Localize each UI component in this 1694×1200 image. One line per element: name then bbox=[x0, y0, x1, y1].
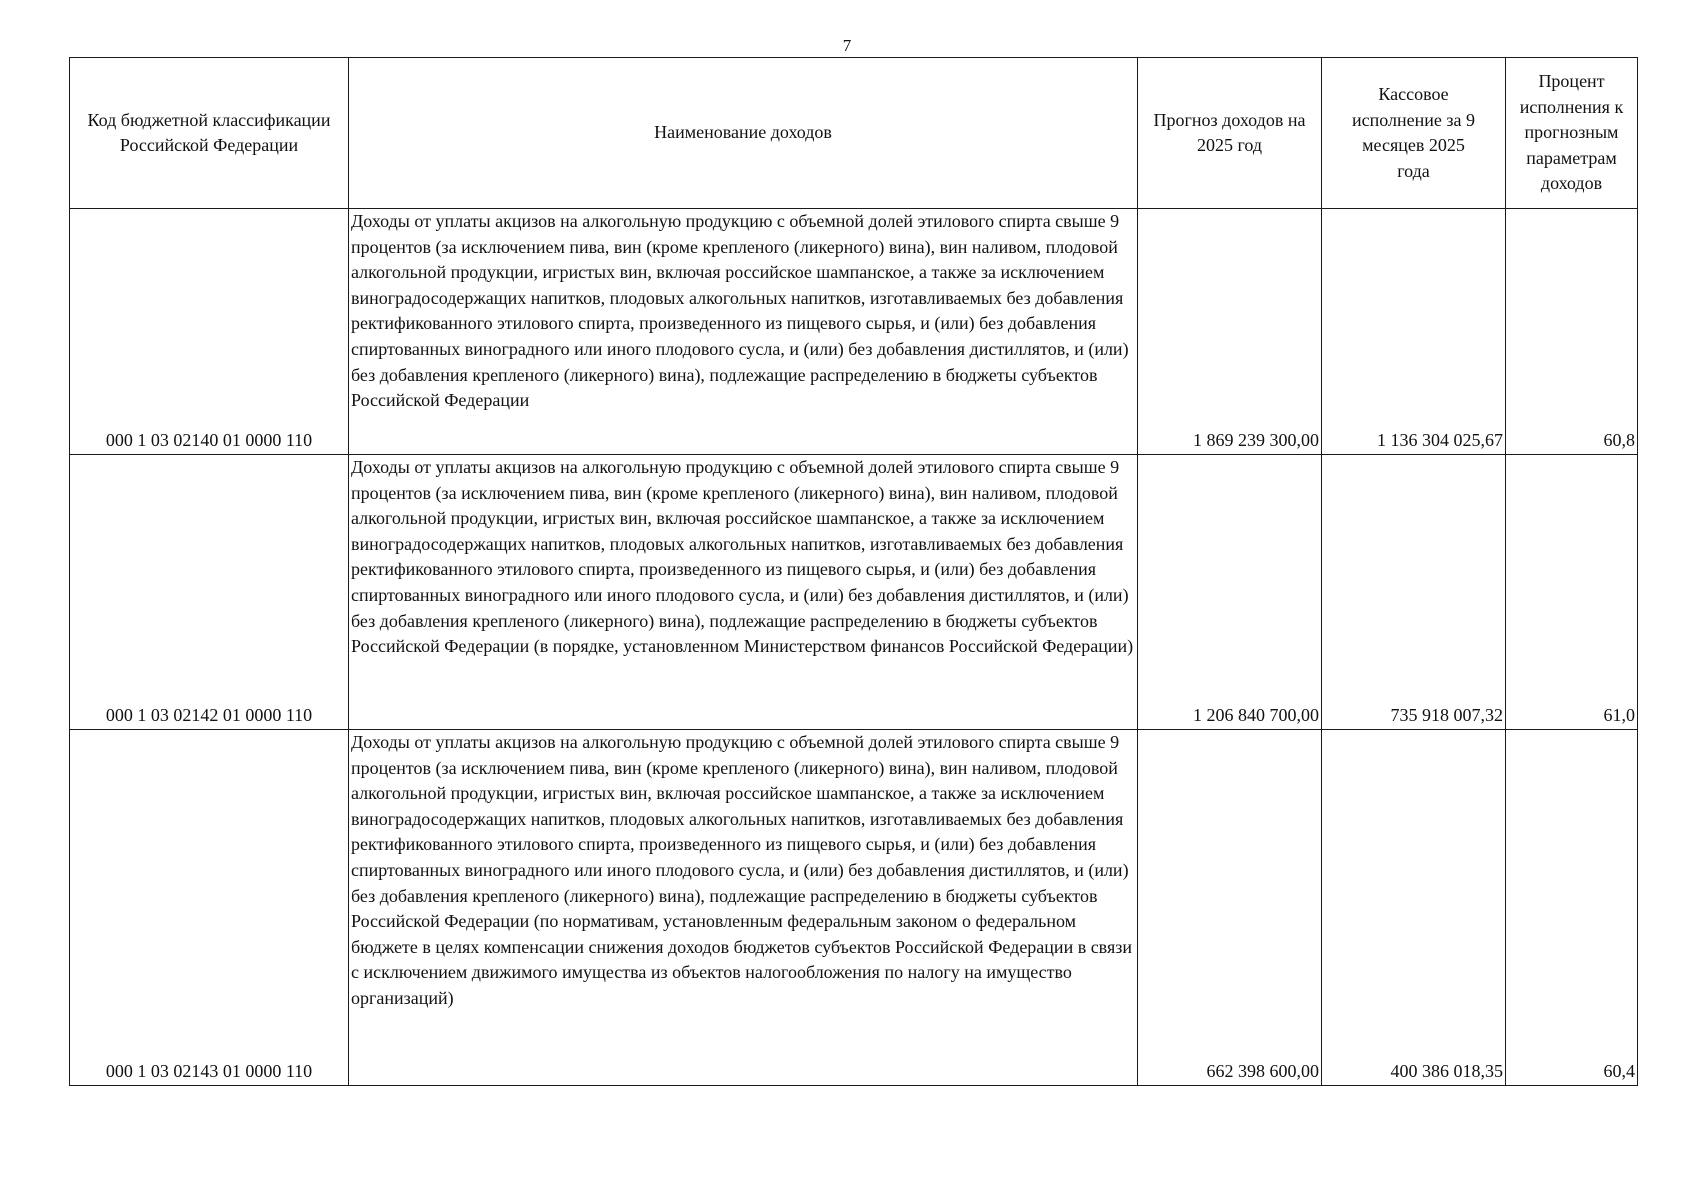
row-name: Доходы от уплаты акцизов на алкогольную продукцию с объемной долей этилового спирта свыше 9 процентов (за исключением пива, вин (кроме крепленого (ликерного) вина), вин наливом, плодовой алкогольной продукции, игристых вин, включая российское шампанское, а также за исключением виноградосодержащих напитков, плодовых алкогольных напитков, изготавливаемых без добавления ректификованного этилового спирта, произведенного из пищевого сырья, и (или) без добавления спиртованных виноградного или иного плодового сусла, и (или) без добавления дистиллятов, и (или) без добавления крепленого (ликерного) вина), подлежащие распределению в бюджеты субъектов Российской Федерации (в порядке, установленном Министерством финансов Российской Федерации) bbox=[349, 455, 1138, 730]
row-execution: 400 386 018,35 bbox=[1322, 730, 1506, 1086]
row-percent: 60,8 bbox=[1506, 209, 1638, 455]
row-execution: 1 136 304 025,67 bbox=[1322, 209, 1506, 455]
row-code: 000 1 03 02143 01 0000 110 bbox=[70, 730, 349, 1086]
header-code: Код бюджетной классификации Российской Федерации bbox=[70, 58, 349, 209]
row-code: 000 1 03 02140 01 0000 110 bbox=[70, 209, 349, 455]
table-row bbox=[70, 209, 1638, 455]
table-row bbox=[70, 455, 1638, 730]
table-header-row bbox=[70, 58, 1638, 209]
row-forecast: 1 206 840 700,00 bbox=[1138, 455, 1322, 730]
row-code: 000 1 03 02142 01 0000 110 bbox=[70, 455, 349, 730]
header-percent: Процент исполнения к прогнозным параметрам доходов bbox=[1506, 58, 1638, 209]
row-name: Доходы от уплаты акцизов на алкогольную продукцию с объемной долей этилового спирта свыше 9 процентов (за исключением пива, вин (кроме крепленого (ликерного) вина), вин наливом, плодовой алкогольной продукции, игристых вин, включая российское шампанское, а также за исключением виноградосодержащих напитков, плодовых алкогольных напитков, изготавливаемых без добавления ректификованного этилового спирта, произведенного из пищевого сырья, и (или) без добавления спиртованных виноградного или иного плодового сусла, и (или) без добавления дистиллятов, и (или) без добавления крепленого (ликерного) вина), подлежащие распределению в бюджеты субъектов Российской Федерации (по нормативам, установленным федеральным законом о федеральном бюджете в целях компенсации снижения доходов бюджетов субъектов Российской Федерации в связи с исключением движимого имущества из объектов налогообложения по налогу на имущество организаций) bbox=[349, 730, 1138, 1086]
row-percent: 61,0 bbox=[1506, 455, 1638, 730]
header-name: Наименование доходов bbox=[349, 58, 1138, 209]
header-forecast: Прогноз доходов на 2025 год bbox=[1138, 58, 1322, 209]
row-execution: 735 918 007,32 bbox=[1322, 455, 1506, 730]
row-forecast: 1 869 239 300,00 bbox=[1138, 209, 1322, 455]
page-number: 7 bbox=[842, 36, 852, 55]
row-name: Доходы от уплаты акцизов на алкогольную продукцию с объемной долей этилового спирта свыше 9 процентов (за исключением пива, вин (кроме крепленого (ликерного) вина), вин наливом, плодовой алкогольной продукции, игристых вин, включая российское шампанское, а также за исключением виноградосодержащих напитков, плодовых алкогольных напитков, изготавливаемых без добавления ректификованного этилового спирта, произведенного из пищевого сырья, и (или) без добавления спиртованных виноградного или иного плодового сусла, и (или) без добавления дистиллятов, и (или) без добавления крепленого (ликерного) вина), подлежащие распределению в бюджеты субъектов Российской Федерации bbox=[349, 209, 1138, 455]
row-forecast: 662 398 600,00 bbox=[1138, 730, 1322, 1086]
table-row bbox=[70, 730, 1638, 1086]
income-table bbox=[69, 57, 1638, 1086]
row-percent: 60,4 bbox=[1506, 730, 1638, 1086]
header-execution: Кассовое исполнение за 9 месяцев 2025 года bbox=[1322, 58, 1506, 209]
